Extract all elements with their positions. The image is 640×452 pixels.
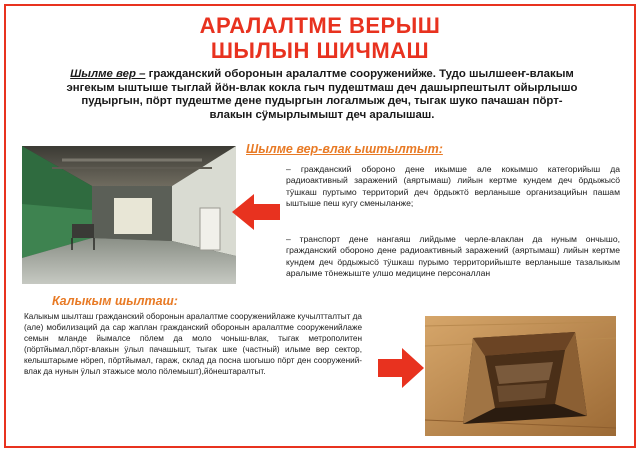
cellar-hatch-photo [425, 316, 616, 436]
section1-heading: Шылме вер-влак ыштылтыт: [246, 142, 443, 156]
section1-bullet-1: – гражданский обороно дене икымше але кокымшо категорийыш да радиоактивный заражений (аяртымаш) лийын кертме кундем деч ӧрдыжысӧ тӱшкаш пуртымо территорий деч ӧрдыжтӧ верланыше организацийын пашам ыштыше пеш кугу сменыланже; [286, 164, 620, 208]
section2-heading: Калыкым шылташ: [52, 294, 178, 308]
intro-paragraph [62, 68, 582, 122]
page-title-line2: ШЫЛЫН ШИЧМАШ [210, 38, 430, 63]
section2-paragraph: Калыкым шылташ гражданский оборонын аралалтме сооруженийлаже кучылтталтыт да (але) мобилизаций да сар жаплан гражданский оборонын аралалтме сооруженийлаже семын мланде йымалсе пӧлем да моло чоныш-влак, тыгак метрополитен (пӧртйымал,пӧрт-влакын ӱлыл пачашышт, тыгак шке (частный) илыме вер сектор, келыштарыме нӧреп, пӧртйымал, гараж, склад да посна шогышо пӧрт ден сооружений-влак да нунын ӱлыл этажысе моло пӧлемышт),йӧнештаралтыт. [24, 312, 362, 376]
intro-term: Шылме вер – [70, 68, 146, 80]
arrow-left-icon [232, 194, 280, 230]
cellar-hatch-illustration [425, 316, 616, 436]
intro-text: гражданский оборонын аралалтме сооруженийже. Тудо шылшееҥ-влакым энгекым ыштыше тыглай йӧн-влак кокла гыч пудештмаш деч дашырпештылт ойырлышо пудыргын, пӧрт пудештме дене пудыргын логалмыж деч, тыгак шуко пачашан пӧрт-влакын сӱмырлымышт деч аралышаш. [66, 68, 578, 121]
arrow-right-icon [378, 348, 424, 388]
section1-bullet-2: – транспорт дене нангаяш лийдыме черле-влаклан да нуным ончышо, гражданский обороно дене радиоактивный заражений (аяртымаш) лийын кертме кундем деч ӧрдыжысӧ тӱшкаш пурымо территорийыште верланыше тазалыкым аралыме тӧнежыште улшо медицине персоналлан [286, 234, 620, 278]
shelter-corridor-illustration [22, 146, 236, 284]
page-title-line1: АРАЛАЛТМЕ ВЕРЫШ [199, 13, 441, 38]
shelter-corridor-photo [22, 146, 236, 284]
